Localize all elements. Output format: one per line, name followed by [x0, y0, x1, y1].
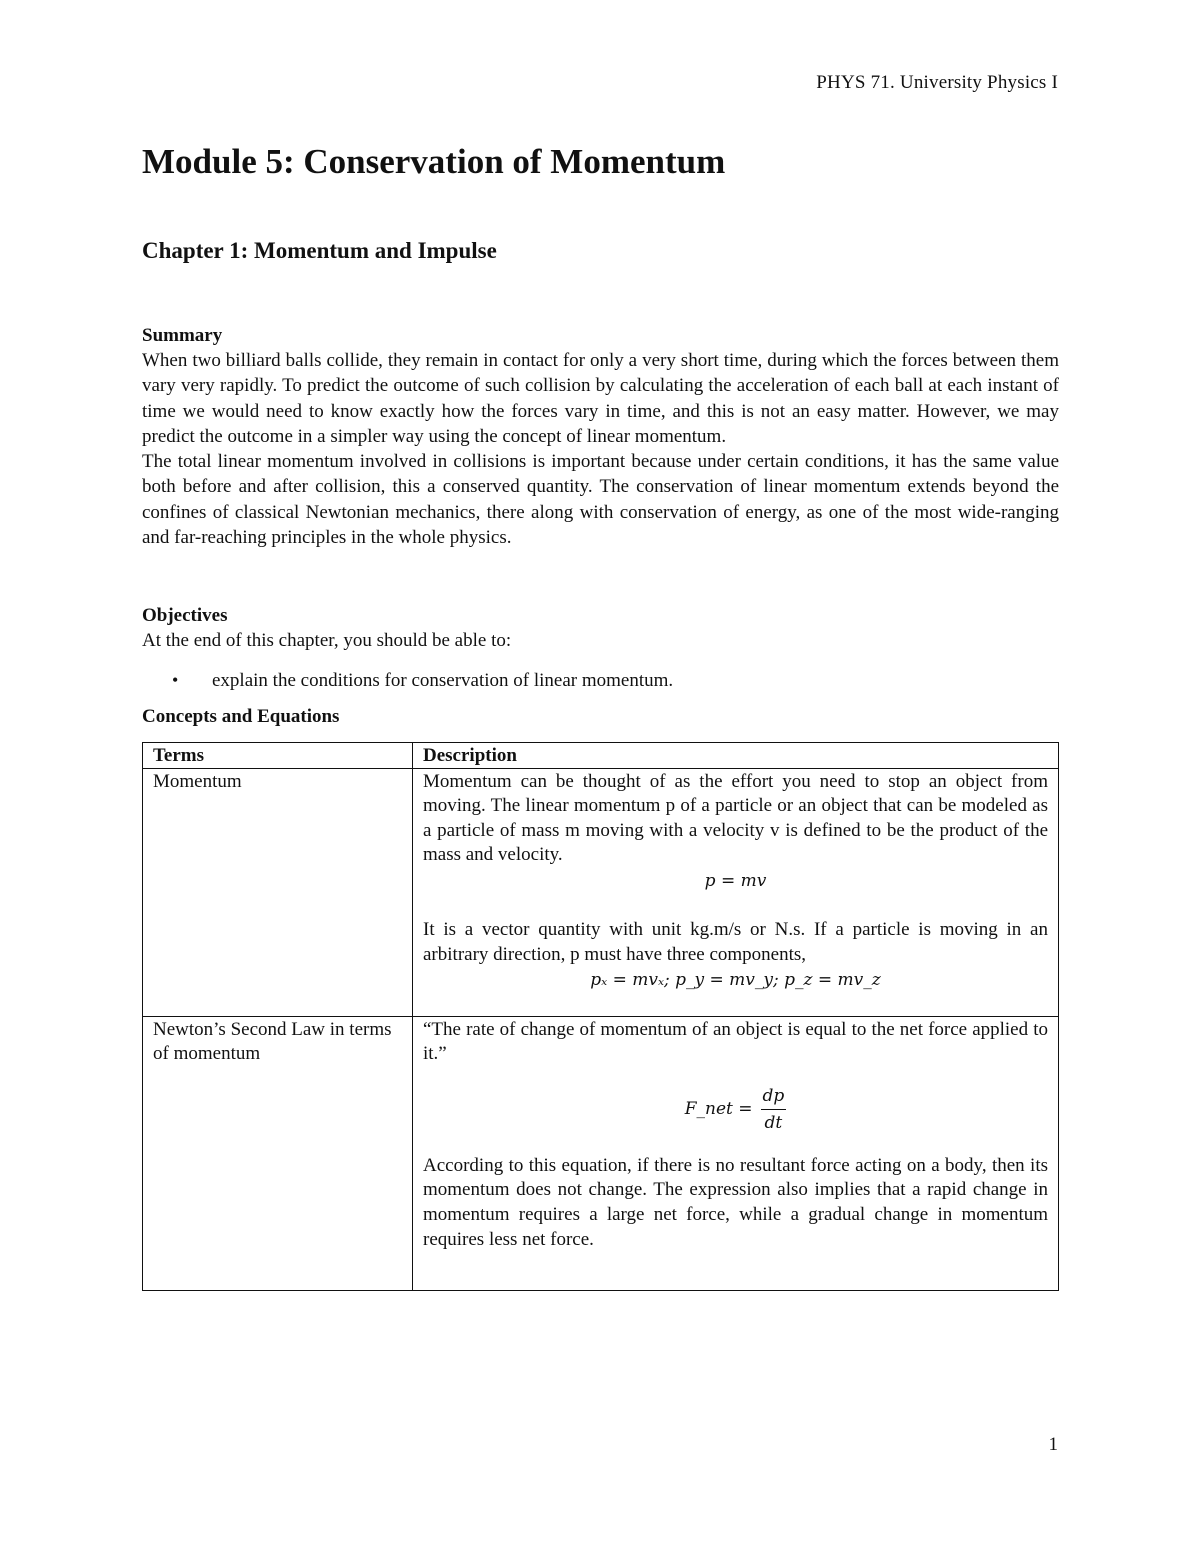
equation-components: pₓ = mvₓ; p_y = mv_y; p_z = mv_z	[590, 970, 881, 991]
objectives-heading: Objectives	[142, 605, 228, 627]
description-text: It is a vector quantity with unit kg.m/s or N.s. If a particle is moving in an arbitrary direction, p must have three components,	[423, 919, 1048, 965]
equation-momentum: p = mv	[704, 871, 767, 892]
objectives-list	[142, 668, 1059, 693]
quote-text: “The rate of change of momentum of an object is equal to the net force applied to it.”	[423, 1018, 1048, 1065]
description-text: Momentum can be thought of as the effort you need to stop an object from moving. The linear momentum p of a particle or an object that can be modeled as a particle of mass m moving with a velocity v is defined to be the product of the mass and velocity.	[423, 770, 1048, 866]
objective-text: explain the conditions for conservation of linear momentum.	[212, 669, 674, 691]
fraction	[761, 1085, 787, 1134]
description-text: According to this equation, if there is no resultant force acting on a body, then its momentum does not change. The expression also implies that a rapid change in momentum requires a large net force, while a gradual change in momentum requires less net force.	[423, 1154, 1048, 1250]
module-title: Module 5: Conservation of Momentum	[142, 142, 726, 181]
description-cell	[413, 1016, 1059, 1290]
term-cell: Newton’s Second Law in terms of momentum	[143, 1016, 413, 1290]
page-content	[142, 140, 1059, 1291]
equation-newton-second-law	[423, 1085, 1048, 1134]
fraction-denominator: dt	[764, 1112, 783, 1133]
equation-lhs: F_net =	[684, 1099, 753, 1120]
objectives-intro: At the end of this chapter, you should be able to:	[142, 630, 512, 652]
description-cell	[413, 768, 1059, 1016]
column-header-terms: Terms	[143, 742, 413, 768]
table-row	[143, 1016, 1059, 1290]
concepts-table	[142, 742, 1059, 1291]
summary-paragraph-1: When two billiard balls collide, they remain in contact for only a very short time, during which the forces between them vary very rapidly. To predict the outcome of such collision by calculating the acceleration of each ball at each instant of time we would need to know exactly how the forces vary in time, and this is not an easy matter. However, we may predict the outcome in a simpler way using the concept of linear momentum.	[142, 350, 1059, 447]
page-number: 1	[1048, 1434, 1058, 1455]
chapter-title: Chapter 1: Momentum and Impulse	[142, 238, 497, 263]
summary-paragraph-2: The total linear momentum involved in collisions is important because under certain conditions, it has the same value both before and after collision, this a conserved quantity. The conservation of linear momentum extends beyond the confines of classical Newtonian mechanics, there along with conservation of energy, as one of the most wide-ranging and far-reaching principles in the whole physics.	[142, 451, 1059, 549]
summary-heading: Summary	[142, 325, 223, 346]
table-header-row	[143, 742, 1059, 768]
objective-item	[142, 668, 1059, 693]
bullet-icon: •	[172, 669, 179, 690]
table-row	[143, 768, 1059, 1016]
column-header-description: Description	[413, 742, 1059, 768]
term-cell: Momentum	[143, 768, 413, 1016]
running-header: PHYS 71. University Physics I	[816, 72, 1058, 93]
concepts-heading: Concepts and Equations	[142, 705, 340, 727]
fraction-numerator: dp	[761, 1085, 787, 1110]
